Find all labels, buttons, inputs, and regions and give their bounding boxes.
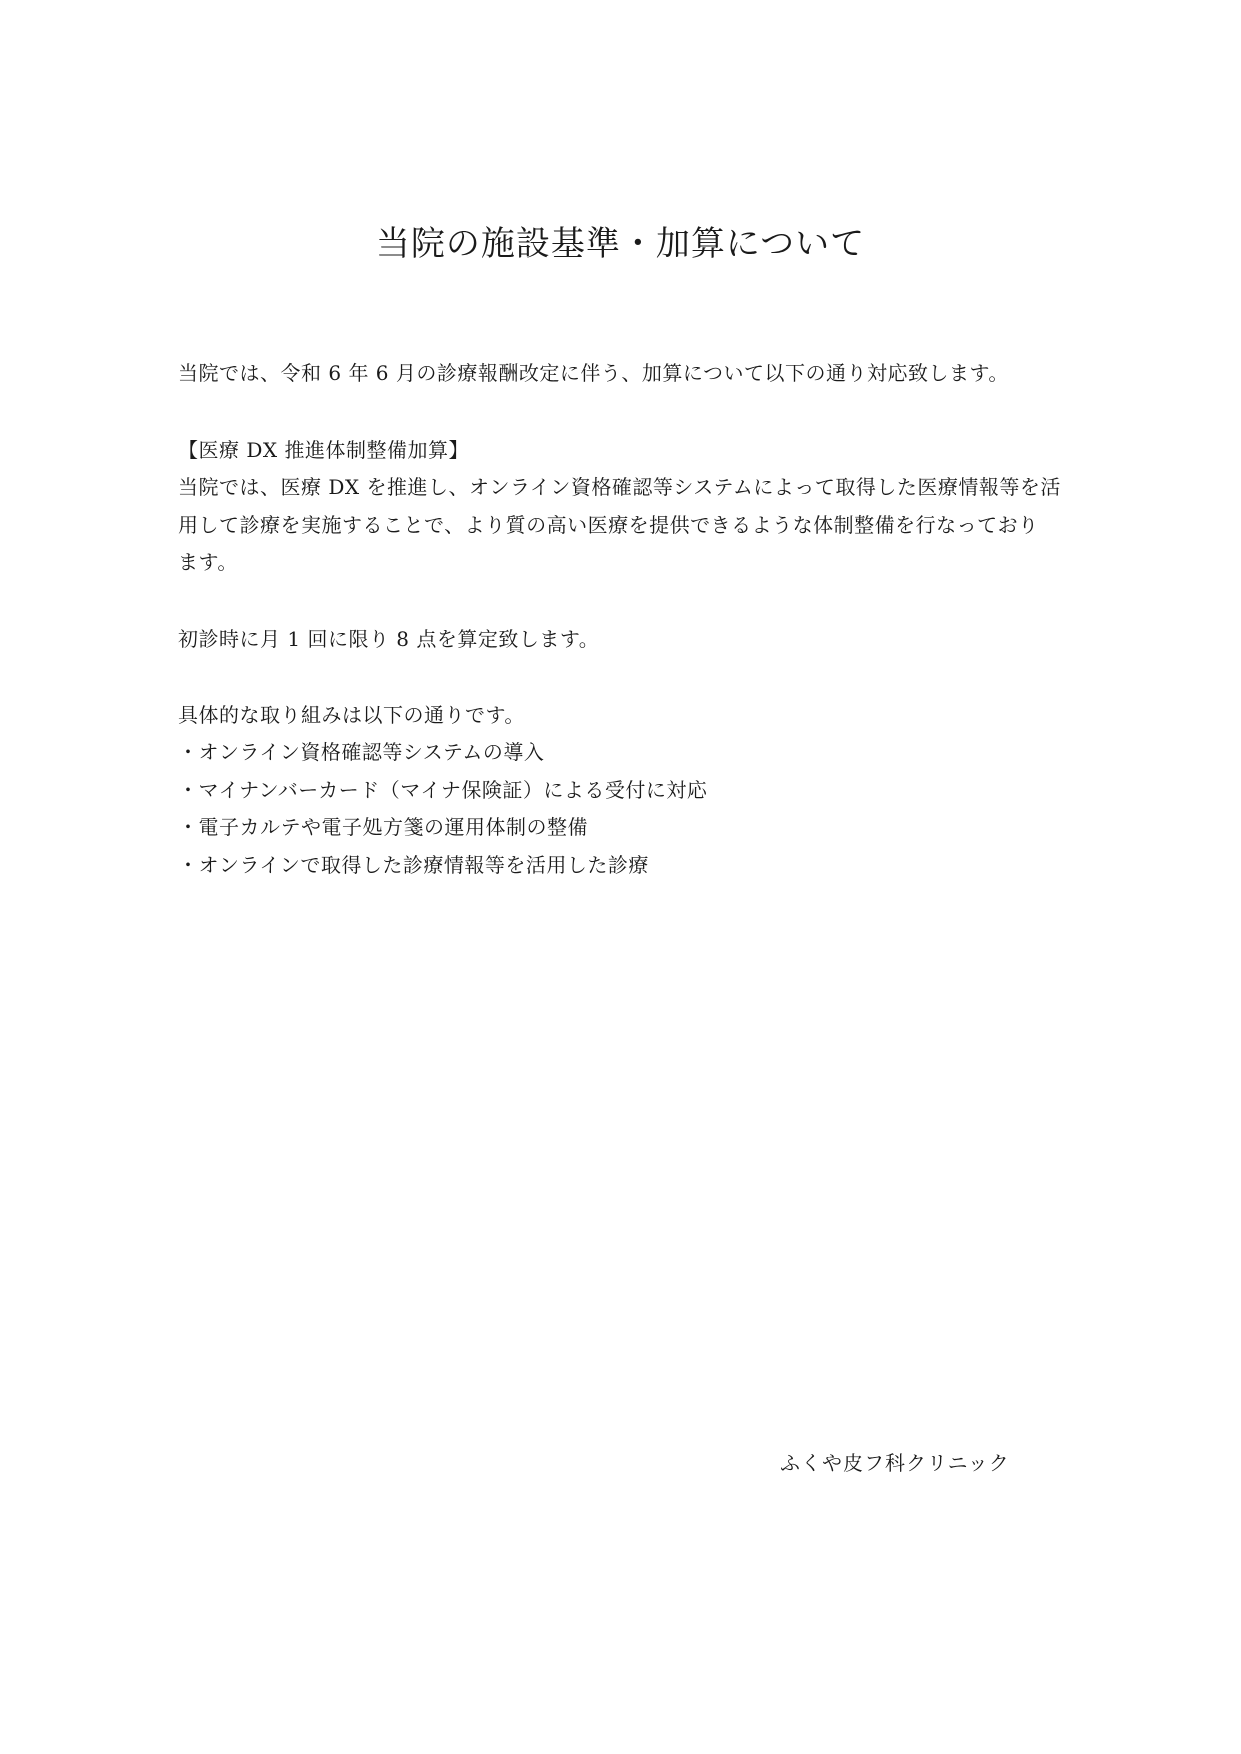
effort-item-2: ・マイナンバーカード（マイナ保険証）による受付に対応 — [178, 778, 708, 802]
effort-item-1: ・オンライン資格確認等システムの導入 — [178, 740, 545, 764]
section-body-line-3: ます。 — [178, 550, 238, 574]
section-body-line-2: 用して診療を実施することで、より質の高い医療を提供できるような体制整備を行なっており — [178, 513, 1039, 537]
effort-item-4: ・オンラインで取得した診療情報等を活用した診療 — [178, 853, 649, 877]
clinic-signature: ふくや皮フ科クリニック — [780, 1451, 1010, 1475]
fee-note: 初診時に月 1 回に限り 8 点を算定致します。 — [178, 627, 600, 651]
document-title: 当院の施設基準・加算について — [375, 224, 866, 264]
effort-item-3: ・電子カルテや電子処方箋の運用体制の整備 — [178, 815, 588, 839]
intro-paragraph: 当院では、令和 6 年 6 月の診療報酬改定に伴う、加算について以下の通り対応致します。 — [178, 361, 1009, 385]
efforts-heading: 具体的な取り組みは以下の通りです。 — [178, 703, 525, 727]
section-body-line-1: 当院では、医療 DX を推進し、オンライン資格確認等システムによって取得した医療情報等を活 — [178, 475, 1061, 499]
section-heading: 【医療 DX 推進体制整備加算】 — [178, 438, 469, 462]
